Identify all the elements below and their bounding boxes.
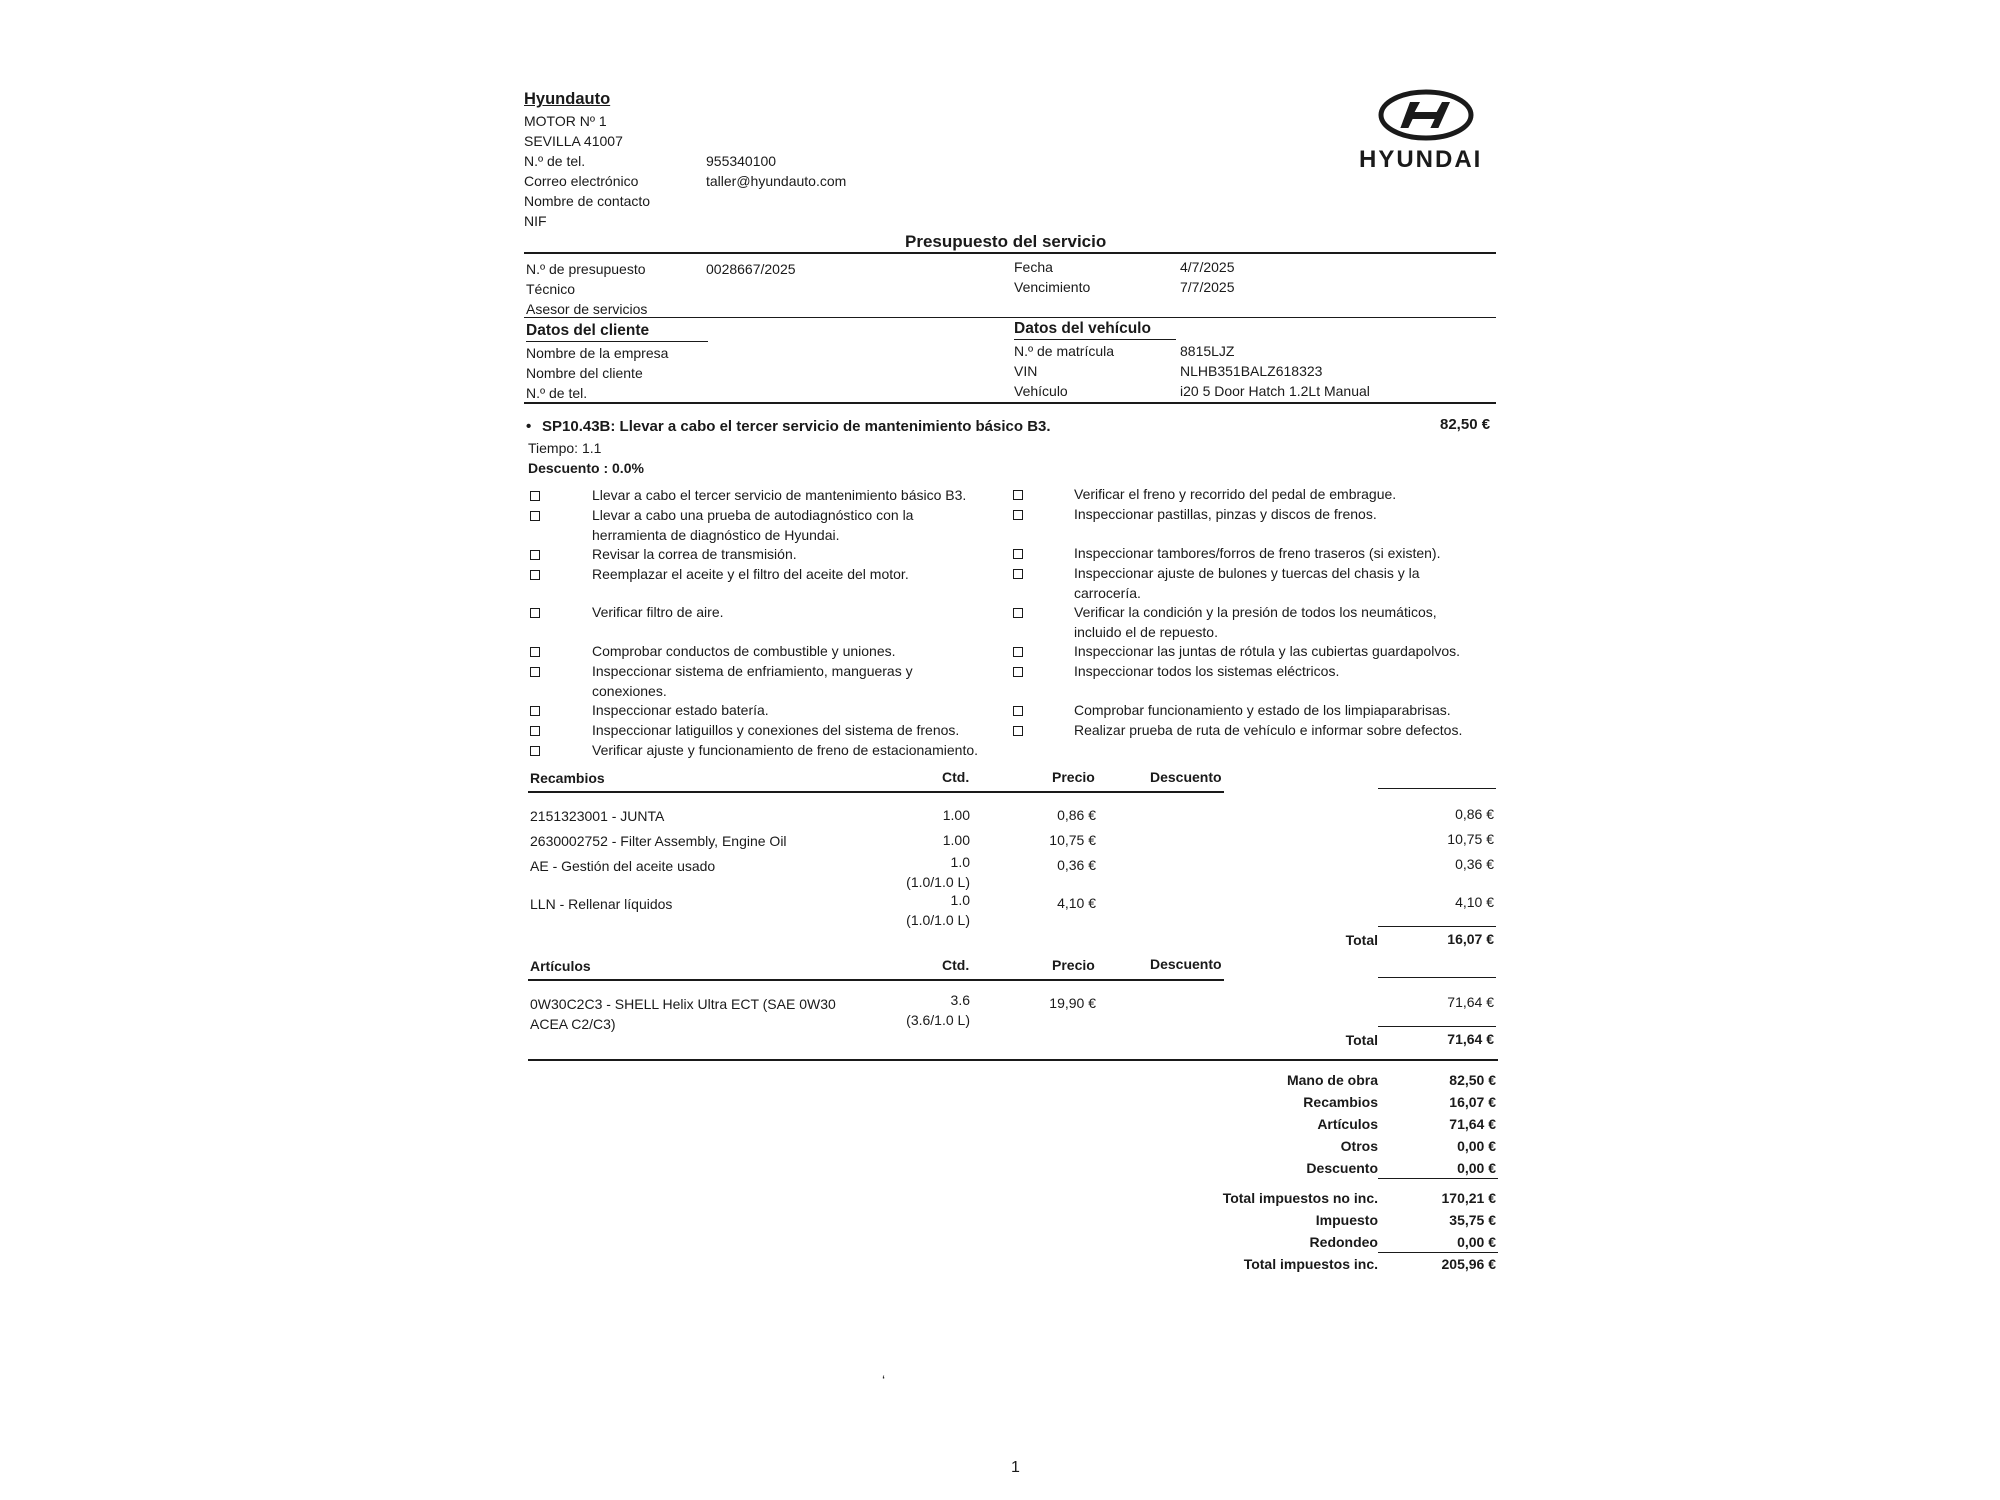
company-phone: 955340100	[706, 153, 777, 169]
service-price: 82,50 €	[1440, 416, 1491, 433]
service-title: SP10.43B: Llevar a cabo el tercer servicio de mantenimiento básico B3.	[542, 418, 1051, 435]
articles-row-price: 19,90 €	[1049, 995, 1096, 1011]
service-time: Tiempo: 1.1	[528, 440, 602, 456]
parts-row-name: LLN - Rellenar líquidos	[530, 896, 673, 912]
summary-label-total: Total impuestos inc.	[1243, 1256, 1378, 1272]
parts-row-qty: 1.00	[942, 832, 970, 848]
parts-row-qty-detail: (1.0/1.0 L)	[906, 912, 970, 928]
parts-row-name: 2630002752 - Filter Assembly, Engine Oil	[530, 833, 787, 849]
summary-label-parts: Recambios	[1303, 1094, 1378, 1110]
vehicle-heading-underline	[1014, 339, 1176, 340]
check-box[interactable]	[1013, 667, 1023, 677]
summary-label-articles: Artículos	[1317, 1116, 1378, 1132]
quote-divider	[524, 317, 1496, 318]
articles-row-qty: 3.6	[950, 992, 970, 1008]
articles-header-discount: Descuento	[1150, 956, 1222, 972]
company-email: taller@hyundauto.com	[706, 173, 847, 189]
check-box[interactable]	[530, 726, 540, 736]
check-box[interactable]	[1013, 549, 1023, 559]
articles-header-name: Artículos	[530, 958, 591, 974]
title-divider	[524, 252, 1496, 254]
summary-label-others: Otros	[1340, 1138, 1378, 1154]
summary-value-rounding: 0,00 €	[1457, 1234, 1496, 1250]
service-bullet: •	[526, 418, 532, 435]
checklist-item: Verificar el freno y recorrido del pedal de embrague.	[1074, 486, 1397, 502]
parts-row-price: 4,10 €	[1057, 895, 1096, 911]
articles-row-qty-detail: (3.6/1.0 L)	[906, 1012, 970, 1028]
summary-total-divider	[1378, 1252, 1498, 1253]
vehicle-divider	[524, 402, 1496, 404]
checklist-item: Inspeccionar todos los sistemas eléctricos.	[1074, 663, 1340, 679]
parts-total-label: Total	[1345, 932, 1378, 948]
vin-label: VIN	[1014, 363, 1038, 379]
check-box[interactable]	[1013, 726, 1023, 736]
vehicle-heading: Datos del vehículo	[1014, 320, 1151, 337]
checklist-item: Revisar la correa de transmisión.	[592, 546, 797, 562]
articles-header-divider	[528, 979, 1224, 981]
hyundai-wordmark: HYUNDAI	[1359, 146, 1483, 173]
company-address-line2: SEVILLA 41007	[524, 133, 623, 149]
parts-row-name: 2151323001 - JUNTA	[530, 808, 665, 824]
checklist-item: Llevar a cabo el tercer servicio de mantenimiento básico B3.	[592, 487, 967, 503]
summary-value-subtotal: 170,21 €	[1441, 1190, 1496, 1206]
parts-row-name: AE - Gestión del aceite usado	[530, 858, 716, 874]
checklist-item: Llevar a cabo una prueba de autodiagnóstico con la herramienta de diagnóstico de Hyundai.	[592, 507, 914, 543]
checklist-item: Verificar filtro de aire.	[592, 604, 724, 620]
check-box[interactable]	[1013, 569, 1023, 579]
parts-row-total: 0,36 €	[1455, 856, 1494, 872]
check-box[interactable]	[530, 550, 540, 560]
summary-value-others: 0,00 €	[1457, 1138, 1496, 1154]
check-box[interactable]	[530, 647, 540, 657]
check-box[interactable]	[1013, 647, 1023, 657]
check-box[interactable]	[1013, 490, 1023, 500]
summary-label-tax: Impuesto	[1315, 1212, 1378, 1228]
parts-total-column-divider	[1378, 788, 1496, 789]
articles-total-value: 71,64 €	[1447, 1031, 1494, 1047]
parts-total-divider	[1378, 926, 1496, 927]
parts-header-divider	[528, 791, 1224, 793]
service-discount: Descuento : 0.0%	[528, 460, 644, 476]
date-label: Fecha	[1014, 259, 1053, 275]
parts-row-total: 10,75 €	[1447, 831, 1494, 847]
advisor-label: Asesor de servicios	[526, 301, 648, 317]
check-box[interactable]	[1013, 608, 1023, 618]
summary-value-discount: 0,00 €	[1457, 1160, 1496, 1176]
check-box[interactable]	[530, 746, 540, 756]
client-heading-underline	[526, 341, 708, 342]
summary-value-articles: 71,64 €	[1449, 1116, 1496, 1132]
company-contact-label: Nombre de contacto	[524, 193, 651, 209]
parts-row-price: 10,75 €	[1049, 832, 1096, 848]
checklist-item: Inspeccionar las juntas de rótula y las cubiertas guardapolvos.	[1074, 643, 1460, 659]
articles-header-qty: Ctd.	[942, 957, 970, 973]
checklist-item: Inspeccionar sistema de enfriamiento, mangueras y conexiones.	[592, 663, 913, 699]
summary-divider	[528, 1059, 1498, 1061]
vehicle-model-label: Vehículo	[1014, 383, 1068, 399]
summary-label-discount: Descuento	[1306, 1160, 1378, 1176]
parts-row-total: 4,10 €	[1455, 894, 1494, 910]
parts-row-total: 0,86 €	[1455, 806, 1494, 822]
checklist-item: Comprobar conductos de combustible y uniones.	[592, 643, 896, 659]
page-title: Presupuesto del servicio	[905, 232, 1107, 251]
checklist-item: Inspeccionar ajuste de bulones y tuercas del chasis y la carrocería.	[1074, 565, 1420, 601]
parts-row-price: 0,86 €	[1057, 807, 1096, 823]
parts-row-qty: 1.0	[950, 892, 970, 908]
checklist-item: Inspeccionar estado batería.	[592, 702, 769, 718]
technician-label: Técnico	[526, 281, 576, 297]
plate-label: N.º de matrícula	[1014, 343, 1115, 359]
company-address-line1: MOTOR Nº 1	[524, 113, 607, 129]
checklist-item: Verificar ajuste y funcionamiento de freno de estacionamiento.	[592, 742, 979, 758]
parts-row-price: 0,36 €	[1057, 857, 1096, 873]
page-number: 1	[1011, 1459, 1020, 1476]
check-box[interactable]	[530, 706, 540, 716]
plate-value: 8815LJZ	[1180, 343, 1235, 359]
client-phone-label: N.º de tel.	[526, 385, 588, 401]
articles-total-label: Total	[1345, 1032, 1378, 1048]
parts-row-qty: 1.0	[950, 854, 970, 870]
articles-row-total: 71,64 €	[1447, 994, 1494, 1010]
parts-total-value: 16,07 €	[1447, 931, 1494, 947]
stray-mark: ‘	[882, 1372, 886, 1388]
client-heading: Datos del cliente	[526, 322, 650, 339]
check-box[interactable]	[530, 491, 540, 501]
articles-row-name: 0W30C2C3 - SHELL Helix Ultra ECT (SAE 0W30 ACEA C2/C3)	[530, 996, 836, 1032]
parts-row-qty-detail: (1.0/1.0 L)	[906, 874, 970, 890]
summary-label-subtotal: Total impuestos no inc.	[1222, 1190, 1378, 1206]
check-box[interactable]	[1013, 510, 1023, 520]
checklist-item: Inspeccionar latiguillos y conexiones del sistema de frenos.	[592, 722, 960, 738]
vehicle-model-value: i20 5 Door Hatch 1.2Lt Manual	[1180, 383, 1370, 399]
check-box[interactable]	[530, 511, 540, 521]
hyundai-logo-icon	[1378, 88, 1474, 142]
company-email-label: Correo electrónico	[524, 173, 639, 189]
summary-value-parts: 16,07 €	[1449, 1094, 1496, 1110]
articles-total-column-divider	[1378, 977, 1496, 978]
checklist-item: Reemplazar el aceite y el filtro del aceite del motor.	[592, 566, 909, 582]
company-name: Hyundauto	[524, 90, 611, 108]
quote-number-label: N.º de presupuesto	[526, 261, 646, 277]
parts-header-discount: Descuento	[1150, 769, 1222, 785]
company-nif-label: NIF	[524, 213, 547, 229]
parts-header-qty: Ctd.	[942, 769, 970, 785]
summary-label-labor: Mano de obra	[1286, 1072, 1378, 1088]
check-box[interactable]	[1013, 706, 1023, 716]
parts-header-price: Precio	[1052, 769, 1095, 785]
articles-total-divider	[1378, 1026, 1496, 1027]
due-label: Vencimiento	[1014, 279, 1091, 295]
vin-value: NLHB351BALZ618323	[1180, 363, 1323, 379]
due-value: 7/7/2025	[1180, 279, 1235, 295]
parts-row-qty: 1.00	[942, 807, 970, 823]
articles-header-price: Precio	[1052, 957, 1095, 973]
checklist-item: Inspeccionar pastillas, pinzas y discos de frenos.	[1074, 506, 1377, 522]
summary-subtotal-divider	[1378, 1178, 1498, 1179]
summary-value-total: 205,96 €	[1441, 1256, 1496, 1272]
check-box[interactable]	[530, 667, 540, 677]
check-box[interactable]	[530, 608, 540, 618]
client-company-label: Nombre de la empresa	[526, 345, 669, 361]
summary-value-tax: 35,75 €	[1449, 1212, 1496, 1228]
company-phone-label: N.º de tel.	[524, 153, 586, 169]
summary-value-labor: 82,50 €	[1449, 1072, 1496, 1088]
checklist-item: Inspeccionar tambores/forros de freno traseros (si existen).	[1074, 545, 1441, 561]
parts-header-name: Recambios	[530, 770, 605, 786]
summary-label-rounding: Redondeo	[1309, 1234, 1378, 1250]
checklist-item: Verificar la condición y la presión de todos los neumáticos, incluido el de repuesto.	[1074, 604, 1437, 640]
checklist-item: Comprobar funcionamiento y estado de los limpiaparabrisas.	[1074, 702, 1451, 718]
client-name-label: Nombre del cliente	[526, 365, 643, 381]
date-value: 4/7/2025	[1180, 259, 1235, 275]
checklist-item: Realizar prueba de ruta de vehículo e informar sobre defectos.	[1074, 722, 1463, 738]
check-box[interactable]	[530, 570, 540, 580]
quote-number: 0028667/2025	[706, 261, 796, 277]
